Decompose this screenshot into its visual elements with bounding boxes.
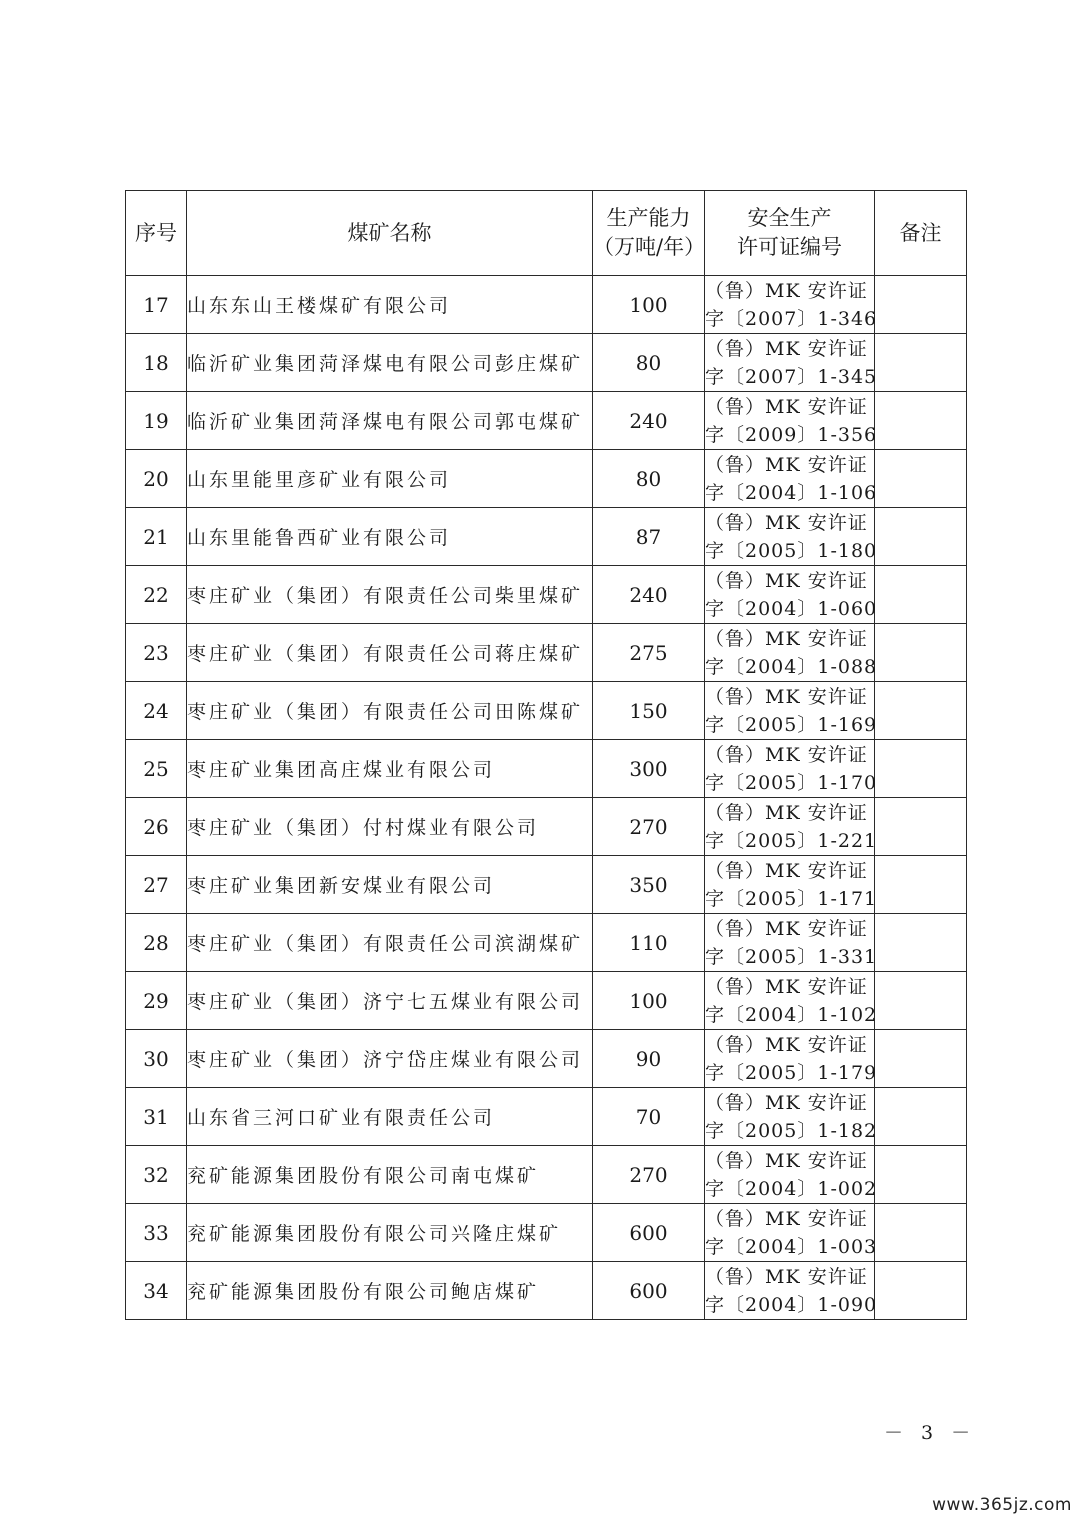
row-note — [875, 914, 967, 972]
row-capacity: 80 — [593, 334, 705, 392]
row-note — [875, 624, 967, 682]
row-mine-name: 山东里能鲁西矿业有限公司 — [187, 508, 593, 566]
table-header-row — [126, 191, 967, 276]
row-mine-name: 枣庄矿业（集团）济宁七五煤业有限公司 — [187, 972, 593, 1030]
row-license — [705, 798, 878, 856]
row-license — [705, 508, 878, 566]
row-license — [705, 914, 878, 972]
row-seq: 31 — [126, 1088, 187, 1146]
row-license-line1: （鲁）MK 安许证 — [705, 859, 868, 882]
row-license-line1: （鲁）MK 安许证 — [705, 743, 868, 766]
row-license-line1: （鲁）MK 安许证 — [705, 917, 868, 940]
row-license — [705, 624, 878, 682]
table-row — [126, 276, 967, 334]
row-note — [875, 798, 967, 856]
row-capacity: 600 — [593, 1262, 705, 1320]
table-row — [126, 624, 967, 682]
row-note — [875, 1088, 967, 1146]
row-mine-name: 枣庄矿业（集团）有限责任公司田陈煤矿 — [187, 682, 593, 740]
table-row — [126, 1146, 967, 1204]
row-capacity: 87 — [593, 508, 705, 566]
table-row — [126, 1262, 967, 1320]
row-note — [875, 1204, 967, 1262]
header-note: 备注 — [875, 191, 967, 276]
row-capacity: 100 — [593, 276, 705, 334]
row-license-line2: 字〔2005〕1-182 — [705, 1119, 878, 1142]
row-mine-name: 枣庄矿业（集团）有限责任公司蒋庄煤矿 — [187, 624, 593, 682]
row-license-line1: （鲁）MK 安许证 — [705, 453, 868, 476]
table-row — [126, 1204, 967, 1262]
header-capacity-line2: （万吨/年） — [593, 235, 706, 259]
row-license — [705, 276, 878, 334]
row-capacity: 600 — [593, 1204, 705, 1262]
row-license-line1: （鲁）MK 安许证 — [705, 1149, 868, 1172]
row-license-line2: 字〔2004〕1-088 — [705, 655, 878, 678]
row-mine-name: 枣庄矿业（集团）有限责任公司柴里煤矿 — [187, 566, 593, 624]
table-row — [126, 798, 967, 856]
row-license-line1: （鲁）MK 安许证 — [705, 1091, 868, 1114]
row-license — [705, 566, 878, 624]
row-license-line1: （鲁）MK 安许证 — [705, 801, 868, 824]
row-license-line2: 字〔2007〕1-345 — [705, 365, 878, 388]
watermark-text: www.365jz.com — [932, 1495, 1072, 1515]
coal-mine-table — [125, 190, 967, 1320]
table-row — [126, 392, 967, 450]
row-mine-name: 兖矿能源集团股份有限公司兴隆庄煤矿 — [187, 1204, 593, 1262]
row-note — [875, 1146, 967, 1204]
row-license — [705, 856, 878, 914]
row-license-line2: 字〔2005〕1-179 — [705, 1061, 878, 1084]
row-note — [875, 392, 967, 450]
table-row — [126, 450, 967, 508]
row-mine-name: 山东东山王楼煤矿有限公司 — [187, 276, 593, 334]
row-note — [875, 682, 967, 740]
row-mine-name: 山东省三河口矿业有限责任公司 — [187, 1088, 593, 1146]
row-license-line2: 字〔2005〕1-169 — [705, 713, 878, 736]
header-license-line1: 安全生产 — [747, 206, 832, 230]
row-license-line2: 字〔2004〕1-060 — [705, 597, 878, 620]
row-capacity: 300 — [593, 740, 705, 798]
row-license-line2: 字〔2004〕1-003 — [705, 1235, 878, 1258]
row-note — [875, 740, 967, 798]
row-note — [875, 450, 967, 508]
row-capacity: 90 — [593, 1030, 705, 1088]
row-capacity: 110 — [593, 914, 705, 972]
row-license-line2: 字〔2004〕1-090 — [705, 1293, 878, 1316]
page-number: － 3 － — [884, 1422, 977, 1444]
row-seq: 34 — [126, 1262, 187, 1320]
row-seq: 24 — [126, 682, 187, 740]
row-license — [705, 682, 878, 740]
row-license — [705, 740, 878, 798]
row-license-line2: 字〔2004〕1-102 — [705, 1003, 878, 1026]
row-seq: 21 — [126, 508, 187, 566]
row-license — [705, 1204, 878, 1262]
row-seq: 18 — [126, 334, 187, 392]
table-body — [126, 276, 967, 1320]
row-license-line1: （鲁）MK 安许证 — [705, 1033, 868, 1056]
row-license-line1: （鲁）MK 安许证 — [705, 685, 868, 708]
row-note — [875, 856, 967, 914]
row-license-line2: 字〔2005〕1-170 — [705, 771, 878, 794]
row-mine-name: 枣庄矿业（集团）付村煤业有限公司 — [187, 798, 593, 856]
row-seq: 32 — [126, 1146, 187, 1204]
row-license-line1: （鲁）MK 安许证 — [705, 627, 868, 650]
row-seq: 30 — [126, 1030, 187, 1088]
table-row — [126, 740, 967, 798]
row-license-line1: （鲁）MK 安许证 — [705, 1265, 868, 1288]
table-row — [126, 914, 967, 972]
row-seq: 22 — [126, 566, 187, 624]
row-license — [705, 972, 878, 1030]
row-seq: 28 — [126, 914, 187, 972]
header-seq: 序号 — [126, 191, 187, 276]
row-capacity: 270 — [593, 798, 705, 856]
row-capacity: 350 — [593, 856, 705, 914]
row-license-line1: （鲁）MK 安许证 — [705, 975, 868, 998]
table-row — [126, 856, 967, 914]
row-license-line1: （鲁）MK 安许证 — [705, 1207, 868, 1230]
row-seq: 23 — [126, 624, 187, 682]
row-license-line1: （鲁）MK 安许证 — [705, 279, 868, 302]
table-row — [126, 682, 967, 740]
row-license-line1: （鲁）MK 安许证 — [705, 395, 868, 418]
row-seq: 26 — [126, 798, 187, 856]
header-name: 煤矿名称 — [187, 191, 593, 276]
row-capacity: 100 — [593, 972, 705, 1030]
row-capacity: 275 — [593, 624, 705, 682]
row-note — [875, 334, 967, 392]
row-mine-name: 枣庄矿业（集团）有限责任公司滨湖煤矿 — [187, 914, 593, 972]
row-license — [705, 1030, 878, 1088]
row-license — [705, 1088, 878, 1146]
row-license-line2: 字〔2009〕1-356 — [705, 423, 878, 446]
row-mine-name: 临沂矿业集团菏泽煤电有限公司郭屯煤矿 — [187, 392, 593, 450]
row-mine-name: 临沂矿业集团菏泽煤电有限公司彭庄煤矿 — [187, 334, 593, 392]
row-mine-name: 兖矿能源集团股份有限公司鲍店煤矿 — [187, 1262, 593, 1320]
table-row — [126, 334, 967, 392]
row-mine-name: 枣庄矿业集团新安煤业有限公司 — [187, 856, 593, 914]
row-note — [875, 1262, 967, 1320]
row-license-line2: 字〔2005〕1-221 — [705, 829, 878, 852]
row-license — [705, 334, 878, 392]
row-license-line2: 字〔2004〕1-002 — [705, 1177, 878, 1200]
table-row — [126, 1088, 967, 1146]
row-mine-name: 枣庄矿业集团高庄煤业有限公司 — [187, 740, 593, 798]
row-license — [705, 392, 878, 450]
row-note — [875, 276, 967, 334]
header-capacity — [593, 191, 705, 276]
header-license-line2: 许可证编号 — [737, 235, 842, 259]
row-note — [875, 508, 967, 566]
row-note — [875, 972, 967, 1030]
row-seq: 20 — [126, 450, 187, 508]
row-capacity: 240 — [593, 392, 705, 450]
row-license-line2: 字〔2005〕1-331 — [705, 945, 878, 968]
row-mine-name: 枣庄矿业（集团）济宁岱庄煤业有限公司 — [187, 1030, 593, 1088]
row-license-line1: （鲁）MK 安许证 — [705, 337, 868, 360]
row-capacity: 80 — [593, 450, 705, 508]
row-mine-name: 山东里能里彦矿业有限公司 — [187, 450, 593, 508]
row-capacity: 150 — [593, 682, 705, 740]
row-note — [875, 1030, 967, 1088]
row-license — [705, 1262, 878, 1320]
row-seq: 33 — [126, 1204, 187, 1262]
header-capacity-line1: 生产能力 — [606, 206, 691, 230]
row-license-line2: 字〔2004〕1-106 — [705, 481, 878, 504]
header-license — [705, 191, 875, 276]
row-capacity: 70 — [593, 1088, 705, 1146]
row-license-line2: 字〔2007〕1-346 — [705, 307, 878, 330]
row-seq: 27 — [126, 856, 187, 914]
row-seq: 17 — [126, 276, 187, 334]
row-note — [875, 566, 967, 624]
table-row — [126, 1030, 967, 1088]
row-capacity: 240 — [593, 566, 705, 624]
row-mine-name: 兖矿能源集团股份有限公司南屯煤矿 — [187, 1146, 593, 1204]
row-license-line1: （鲁）MK 安许证 — [705, 569, 868, 592]
row-license-line1: （鲁）MK 安许证 — [705, 511, 868, 534]
row-seq: 29 — [126, 972, 187, 1030]
row-license — [705, 450, 878, 508]
table-row — [126, 508, 967, 566]
row-license — [705, 1146, 878, 1204]
row-capacity: 270 — [593, 1146, 705, 1204]
table-row — [126, 566, 967, 624]
row-license-line2: 字〔2005〕1-180 — [705, 539, 878, 562]
row-license-line2: 字〔2005〕1-171 — [705, 887, 878, 910]
table-row — [126, 972, 967, 1030]
row-seq: 19 — [126, 392, 187, 450]
row-seq: 25 — [126, 740, 187, 798]
